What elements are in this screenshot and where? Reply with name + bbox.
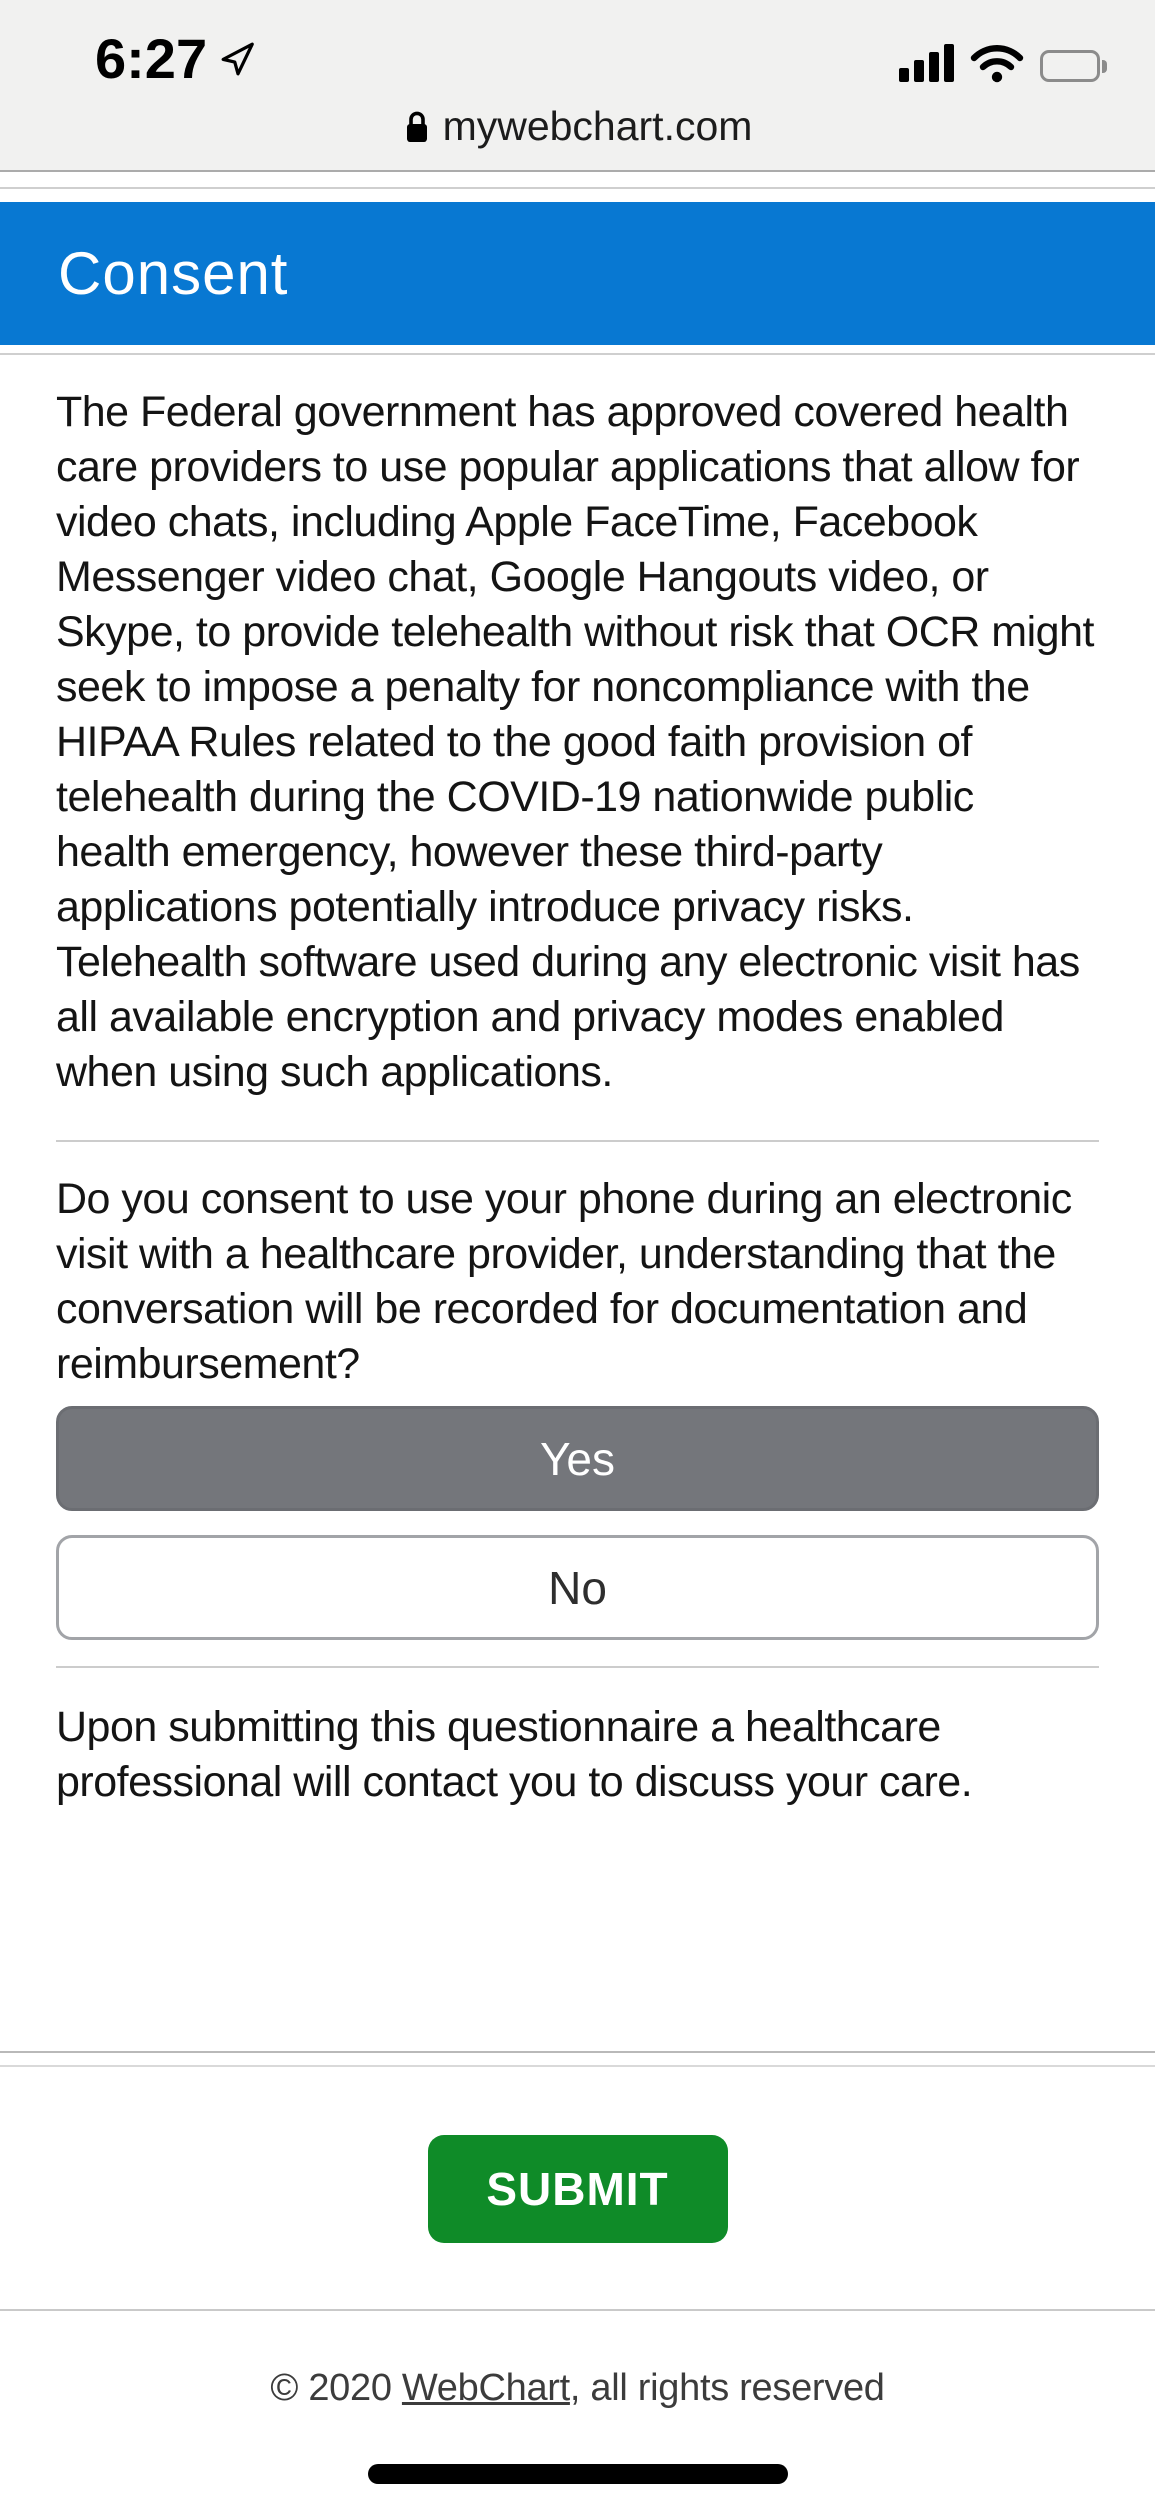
copyright-text: © 2020 bbox=[270, 2367, 402, 2409]
consent-form bbox=[0, 385, 1155, 1810]
page-header bbox=[0, 202, 1155, 345]
footer bbox=[0, 2367, 1155, 2410]
spacer bbox=[0, 189, 1155, 202]
url-bar[interactable] bbox=[0, 103, 1155, 150]
section-divider bbox=[0, 2051, 1155, 2067]
clock-time: 6:27 bbox=[95, 27, 208, 90]
yes-button-label: Yes bbox=[539, 1432, 616, 1485]
url-text: mywebchart.com bbox=[442, 103, 753, 149]
consent-question: Do you consent to use your phone during an electronic visit with a healthcare provider, understanding that the conversation will be recorded for documentation and reimbursement? bbox=[56, 1175, 1072, 1388]
spacer bbox=[0, 345, 1155, 353]
page-title: Consent bbox=[58, 240, 289, 307]
spacer bbox=[0, 172, 1155, 187]
cellular-signal-icon bbox=[899, 44, 954, 88]
lock-icon bbox=[403, 109, 431, 145]
status-bar bbox=[0, 0, 1155, 172]
wifi-icon bbox=[970, 44, 1024, 88]
status-time-group bbox=[95, 26, 257, 91]
yes-button[interactable] bbox=[56, 1406, 1099, 1511]
divider bbox=[56, 1666, 1099, 1668]
webchart-link[interactable]: WebChart bbox=[401, 2367, 570, 2409]
divider bbox=[56, 1140, 1099, 1142]
submit-button[interactable]: SUBMIT bbox=[428, 2135, 728, 2243]
submit-row bbox=[0, 2135, 1155, 2243]
home-indicator[interactable] bbox=[368, 2464, 788, 2484]
no-button-label: No bbox=[548, 1561, 607, 1614]
status-right-icons bbox=[899, 36, 1107, 88]
divider bbox=[0, 2309, 1155, 2311]
consent-paragraph: The Federal government has approved covered health care providers to use popular applications that allow for video chats, including Apple FaceTime, Facebook Messenger video chat, Google Hangouts video, or Skype, to provide telehealth without risk that OCR might seek to impose a penalty for noncompliance with the HIPAA Rules related to the good faith provision of telehealth during the COVID-19 nationwide public health emergency, however these third-party applications potentially introduce privacy risks. Telehealth software used during any electronic visit has all available encryption and privacy modes enabled when using such applications. bbox=[56, 388, 1094, 1096]
location-arrow-icon bbox=[219, 40, 257, 78]
rights-text: , all rights reserved bbox=[569, 2367, 885, 2409]
battery-icon bbox=[1040, 50, 1107, 88]
no-button[interactable] bbox=[56, 1535, 1099, 1640]
submission-note: Upon submitting this questionnaire a healthcare professional will contact you to discuss your care. bbox=[56, 1703, 973, 1806]
divider bbox=[0, 353, 1155, 355]
